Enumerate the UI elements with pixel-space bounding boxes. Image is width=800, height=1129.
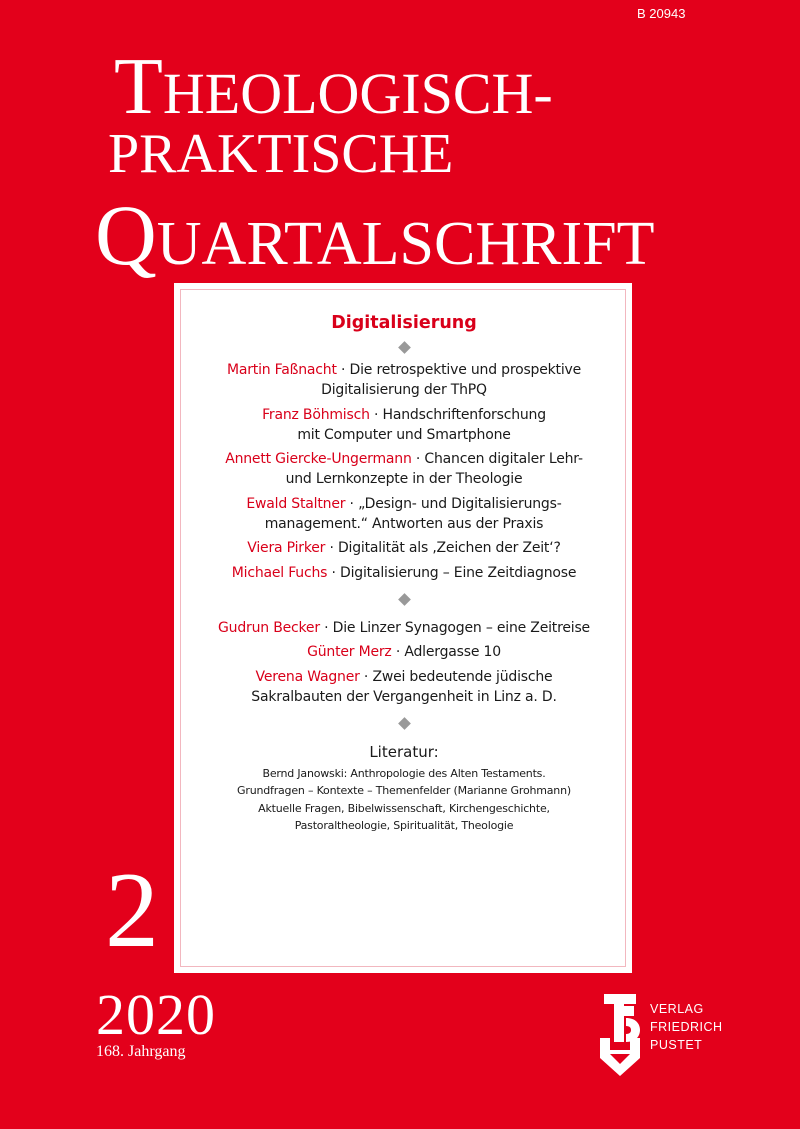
article-entry: Michael Fuchs · Digitalisierung – Eine Zeitdiagnose [231,564,577,581]
title-line-3: QUARTALSCHRIFT [95,188,655,283]
diamond-separator-icon [398,593,411,606]
volume-label: 168. Jahrgang [96,1043,186,1060]
article-entry: Viera Pirker · Digitalität als ‚Zeichen der Zeit‘? [247,540,561,557]
article-entry: Ewald Staltner · „Design- und Digitalisierungs- management.“ Antworten aus der Praxis [246,495,562,533]
publisher-name: VERLAG FRIEDRICH PUSTET [650,1002,723,1052]
literature-section [178,742,630,834]
literature-entry: Bernd Janowski: Anthropologie des Alten Testaments. Grundfragen – Kontexte – Themenfelder (Marianne Grohmann) [237,767,571,797]
title-line-1: THEOLOGISCH- [114,43,553,131]
article-entry: Annett Giercke-Ungermann · Chancen digitaler Lehr- und Lernkonzepte in der Theologie [225,451,583,488]
article-entry: Günter Merz · Adlergasse 10 [307,644,501,661]
literature-entry: Aktuelle Fragen, Bibelwissenschaft, Kirchengeschichte, Pastoraltheologie, Spiritualität, Theologie [258,802,550,832]
contents-heading: Digitalisierung [331,313,477,333]
title-line-2: PRAKTISCHE [108,123,454,185]
article-entry: Gudrun Becker · Die Linzer Synagogen – eine Zeitreise [218,619,590,636]
article-entry: Martin Faßnacht · Die retrospektive und prospektive Digitalisierung der ThPQ [226,362,582,399]
diamond-separator-icon [398,341,411,354]
fp-logo-icon [598,992,642,1078]
article-entry: Verena Wagner · Zwei bedeutende jüdische Sakralbauten der Vergangenheit in Linz a. D. [251,668,557,705]
issue-number: 2 [105,851,159,970]
diamond-separator-icon [398,717,411,730]
cover-code: B 20943 [637,6,686,21]
article-group-1 [178,360,630,583]
article-group-2 [178,618,630,707]
literature-label: Literatur: [369,743,439,762]
table-of-contents [178,312,630,836]
article-entry: Franz Böhmisch · Handschriftenforschung mit Computer und Smartphone [262,406,546,443]
issue-year: 2020 [96,982,216,1047]
